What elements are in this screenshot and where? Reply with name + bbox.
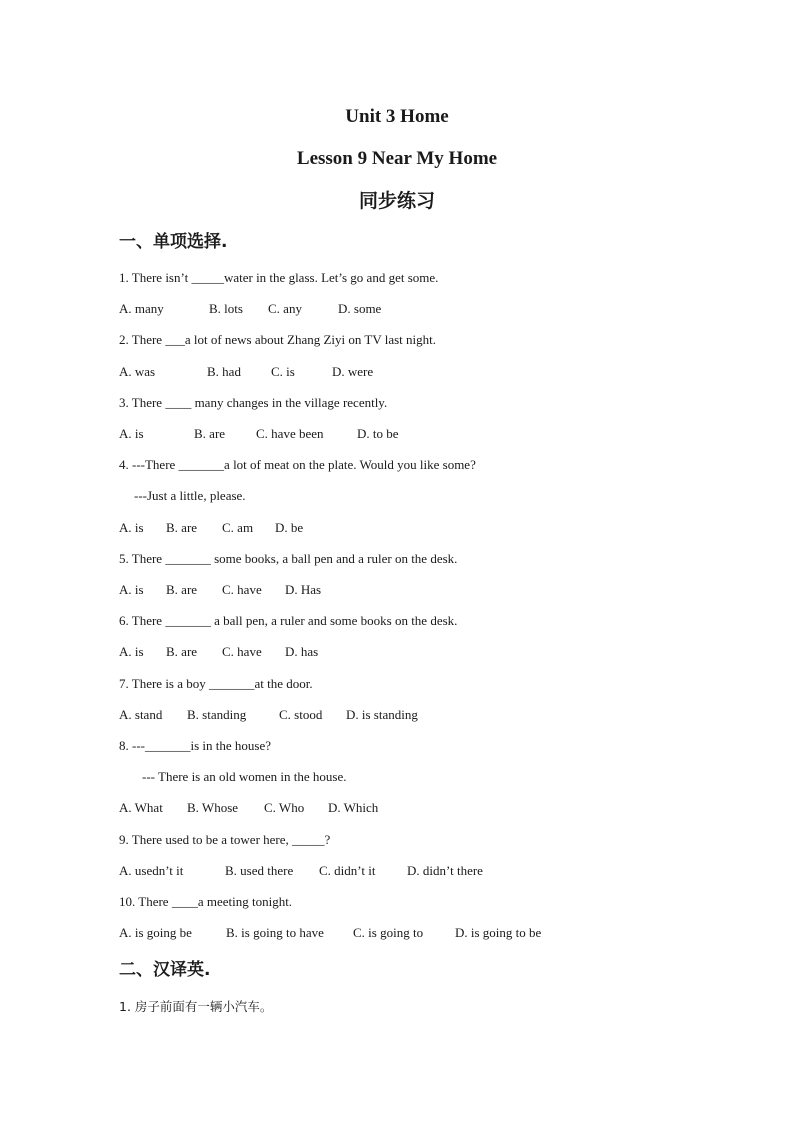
page-subtitle: 同步练习 (358, 190, 435, 212)
option-c: C. Who (264, 800, 305, 815)
option-b: B. had (207, 364, 241, 379)
option-b: B. Whose (187, 800, 239, 815)
option-b: B. are (194, 426, 226, 441)
option-b: B. lots (209, 301, 243, 316)
section-1-heading: 一、单项选择. (119, 232, 228, 252)
option-c: C. stood (279, 707, 323, 722)
option-b: B. are (166, 582, 198, 597)
question-1: 1. There isn’t _____water in the glass. Let’s go and get some. (119, 270, 439, 285)
option-a: A. stand (119, 707, 163, 722)
option-c: C. have (222, 644, 262, 659)
question-10: 10. There ____a meeting tonight. (119, 894, 293, 909)
option-a: A. is (119, 520, 144, 535)
question-8: 8. ---_______is in the house? (119, 738, 272, 753)
question-4-reply: ---Just a little, please. (134, 488, 246, 503)
option-d: D. be (275, 520, 304, 535)
option-d: D. some (338, 301, 382, 316)
option-a: A. is (119, 644, 144, 659)
unit-title: Unit 3 Home (345, 106, 449, 127)
option-a: A. many (119, 301, 164, 316)
question-7: 7. There is a boy _______at the door. (119, 676, 313, 691)
option-a: A. was (119, 364, 156, 379)
option-a: A. is (119, 426, 144, 441)
option-d: D. has (285, 644, 319, 659)
question-4: 4. ---There _______a lot of meat on the plate. Would you like some? (119, 457, 476, 472)
option-d: D. is going to be (455, 925, 542, 940)
option-c: C. have been (256, 426, 324, 441)
option-b: B. standing (187, 707, 247, 722)
question-6: 6. There _______ a ball pen, a ruler and some books on the desk. (119, 613, 458, 628)
option-a: A. What (119, 800, 163, 815)
option-a: A. usedn’t it (119, 863, 184, 878)
question-5: 5. There _______ some books, a ball pen and a ruler on the desk. (119, 551, 458, 566)
option-c: C. didn’t it (319, 863, 376, 878)
question-2: 2. There ___a lot of news about Zhang Ziyi on TV last night. (119, 332, 437, 347)
question-7-options (119, 706, 759, 814)
option-d: D. didn’t there (407, 863, 483, 878)
option-b: B. used there (225, 863, 294, 878)
question-8-reply: --- There is an old women in the house. (142, 769, 347, 784)
option-c: C. am (222, 520, 254, 535)
option-d: D. Which (328, 800, 379, 815)
option-d: D. is standing (346, 707, 418, 722)
option-b: B. is going to have (226, 925, 324, 940)
option-a: A. is (119, 582, 144, 597)
option-d: D. were (332, 364, 374, 379)
lesson-title: Lesson 9 Near My Home (296, 148, 498, 169)
option-d: D. Has (285, 582, 322, 597)
translation-item-1: 1. 房子前面有一辆小汽车。 (119, 999, 273, 1014)
option-b: B. are (166, 520, 198, 535)
option-c: C. is (271, 364, 295, 379)
section-2-heading: 二、汉译英. (119, 960, 211, 980)
option-c: C. have (222, 582, 262, 597)
option-d: D. to be (357, 426, 399, 441)
option-c: C. any (268, 301, 302, 316)
option-b: B. are (166, 644, 198, 659)
question-3: 3. There ____ many changes in the village recently. (119, 395, 388, 410)
question-9: 9. There used to be a tower here, _____? (119, 832, 331, 847)
option-a: A. is going be (119, 925, 192, 940)
question-3-options (119, 425, 759, 533)
option-c: C. is going to (353, 925, 424, 940)
